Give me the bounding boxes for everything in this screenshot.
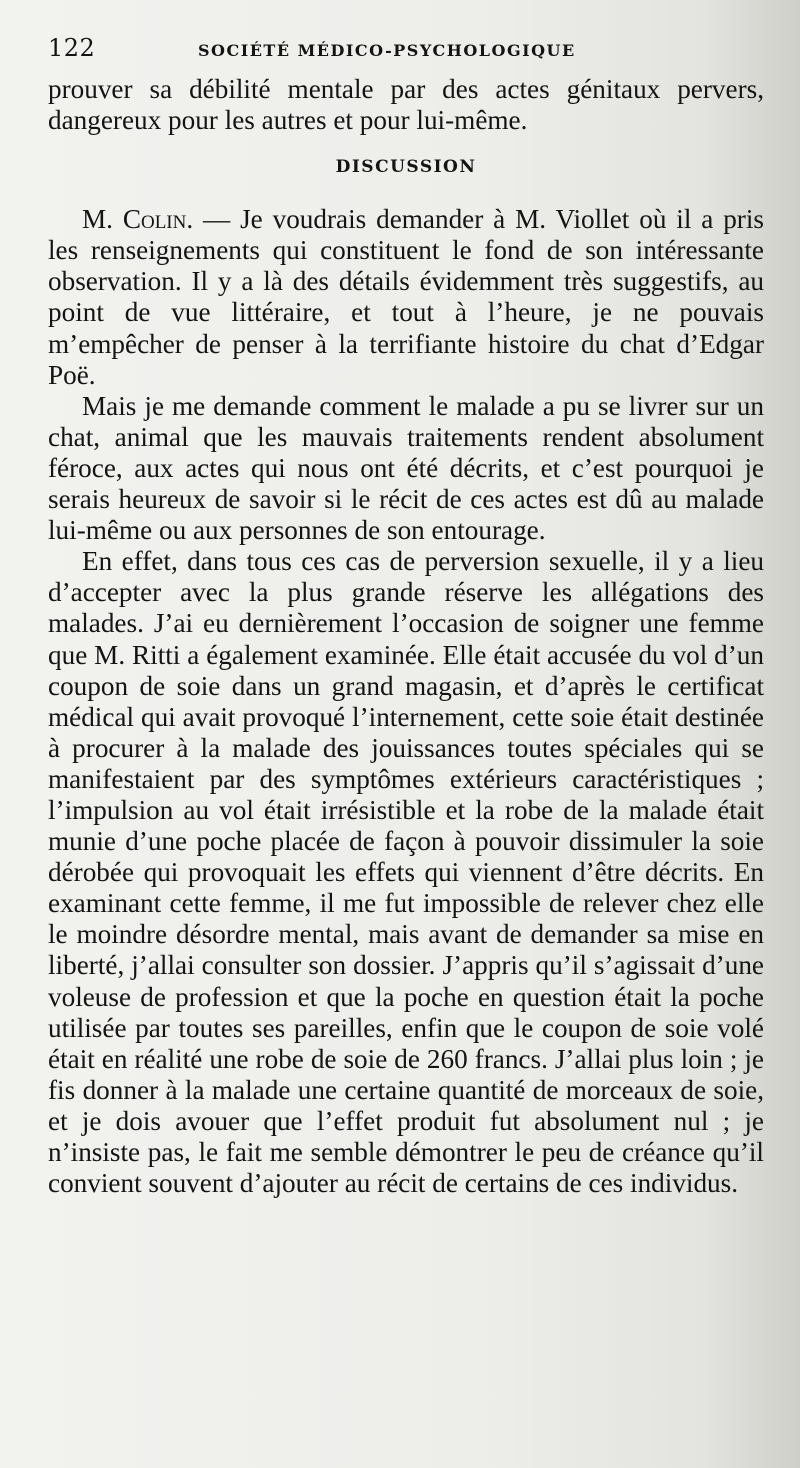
paragraph-2: Mais je me demande comment le malade a pu se livrer sur un chat, animal que les mauvais traitements rendent absolument féroce, aux actes qui nous ont été décrits, et c’est pourquoi je serais heureux de savoir si le récit de ces actes est dû au malade lui-même ou aux personnes de son entourage. [48,390,764,546]
speaker-name: M. Colin. [82,204,194,235]
opening-paragraph: prouver sa débilité mentale par des actes génitaux pervers, dangereux pour les autres et pour lui-même. [48,74,764,136]
running-head [48,34,764,74]
body-text [48,74,764,1199]
paragraph-3: En effet, dans tous ces cas de perversion sexuelle, il y a lieu d’accepter avec la plus grande réserve les allégations des malades. J’ai eu dernièrement l’occasion de soigner une femme que M. Ritti a également examinée. Elle était accusée du vol d’un coupon de soie dans un grand magasin, et d’après le certificat médical qui avait provoqué l’internement, cette soie était destinée à procurer à la malade des jouissances toutes spéciales qui se manifestaient par des symptômes extérieurs caractéristiques ; l’impulsion au vol était irrésistible et la robe de la malade était munie d’une poche placée de façon à pouvoir dissimuler la soie dérobée qui provoquait les effets qui viennent d’être décrits. En examinant cette femme, il me fut impossible de relever chez elle le moindre désordre mental, mais avant de demander sa mise en liberté, j’allai consulter son dossier. J’appris qu’il s’agissait d’une voleuse de profession et que la poche en question était la poche utilisée par toutes ses pareilles, enfin que le coupon de soie volé était en réalité une robe de soie de 260 francs. J’allai plus loin ; je fis donner à la malade une certaine quantité de morceaux de soie, et je dois avouer que l’effet produit fut absolument nul ; je n’insiste pas, le fait me semble démontrer le peu de créance qu’il convient souvent d’ajouter au récit de certains de ces individus. [48,546,764,1199]
paragraph-1-text: — Je voudrais demander à M. Viollet où il a pris les renseignements qui constituent le fond de son intéressante observation. Il y a là des détails évidemment très suggestifs, au point de vue littéraire, et tout à l’heure, je ne pouvais m’empêcher de penser à la terrifiante histoire du chat d’Edgar Poë. [48,204,764,390]
running-title: SOCIÉTÉ MÉDICO-PSYCHOLOGIQUE [198,41,576,60]
paragraph-1 [48,204,764,391]
section-heading: DISCUSSION [335,157,477,178]
page-number: 122 [48,34,96,62]
